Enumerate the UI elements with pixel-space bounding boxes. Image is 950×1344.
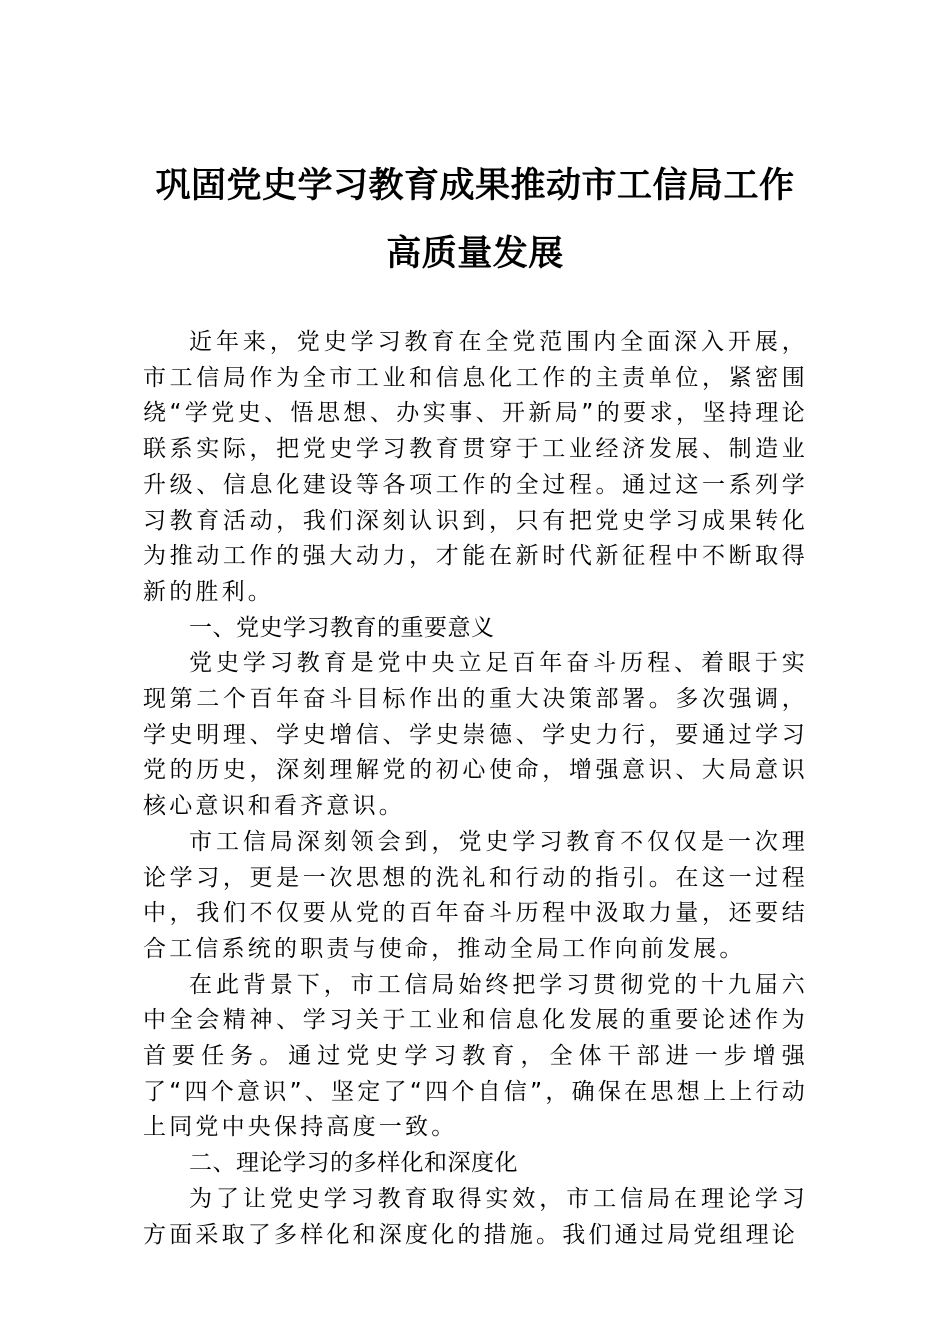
body-paragraph: 党史学习教育是党中央立足百年奋斗历程、着眼于实现第二个百年奋斗目标作出的重大决策部署。多次强调，学史明理、学史增信、学史崇德、学史力行，要通过学习党的历史，深刻理解党的初心使命，增强意识、大局意识核心意识和看齐意识。 <box>143 650 808 820</box>
document-title-line-2: 高质量发展 <box>386 233 564 274</box>
section-heading-1: 一、党史学习教育的重要意义 <box>189 614 495 641</box>
body-paragraph: 为了让党史学习教育取得实效，市工信局在理论学习方面采取了多样化和深度化的措施。我们通过局党组理论 <box>143 1185 808 1248</box>
body-paragraph: 在此背景下，市工信局始终把学习贯彻党的十九届六中全会精神、学习关于工业和信息化发展的重要论述作为首要任务。通过党史学习教育，全体干部进一步增强了“四个意识”、坚定了“四个自信”，确保在思想上上行动上同党中央保持高度一致。 <box>143 971 808 1141</box>
intro-paragraph: 近年来，党史学习教育在全党范围内全面深入开展，市工信局作为全市工业和信息化工作的主责单位，紧密围绕“学党史、悟思想、办实事、开新局”的要求，坚持理论联系实际，把党史学习教育贯穿于工业经济发展、制造业升级、信息化建设等各项工作的全过程。通过这一系列学习教育活动，我们深刻认识到，只有把党史学习成果转化为推动工作的强大动力，才能在新时代新征程中不断取得新的胜利。 <box>143 329 808 605</box>
document-title-line-1: 巩固党史学习教育成果推动市工信局工作 <box>155 165 795 206</box>
section-heading-2: 二、理论学习的多样化和深度化 <box>189 1150 518 1177</box>
body-paragraph: 市工信局深刻领会到，党史学习教育不仅仅是一次理论学习，更是一次思想的洗礼和行动的指引。在这一过程中，我们不仅要从党的百年奋斗历程中汲取力量，还要结合工信系统的职责与使命，推动全局工作向前发展。 <box>143 828 808 962</box>
document-body <box>143 325 808 1253</box>
